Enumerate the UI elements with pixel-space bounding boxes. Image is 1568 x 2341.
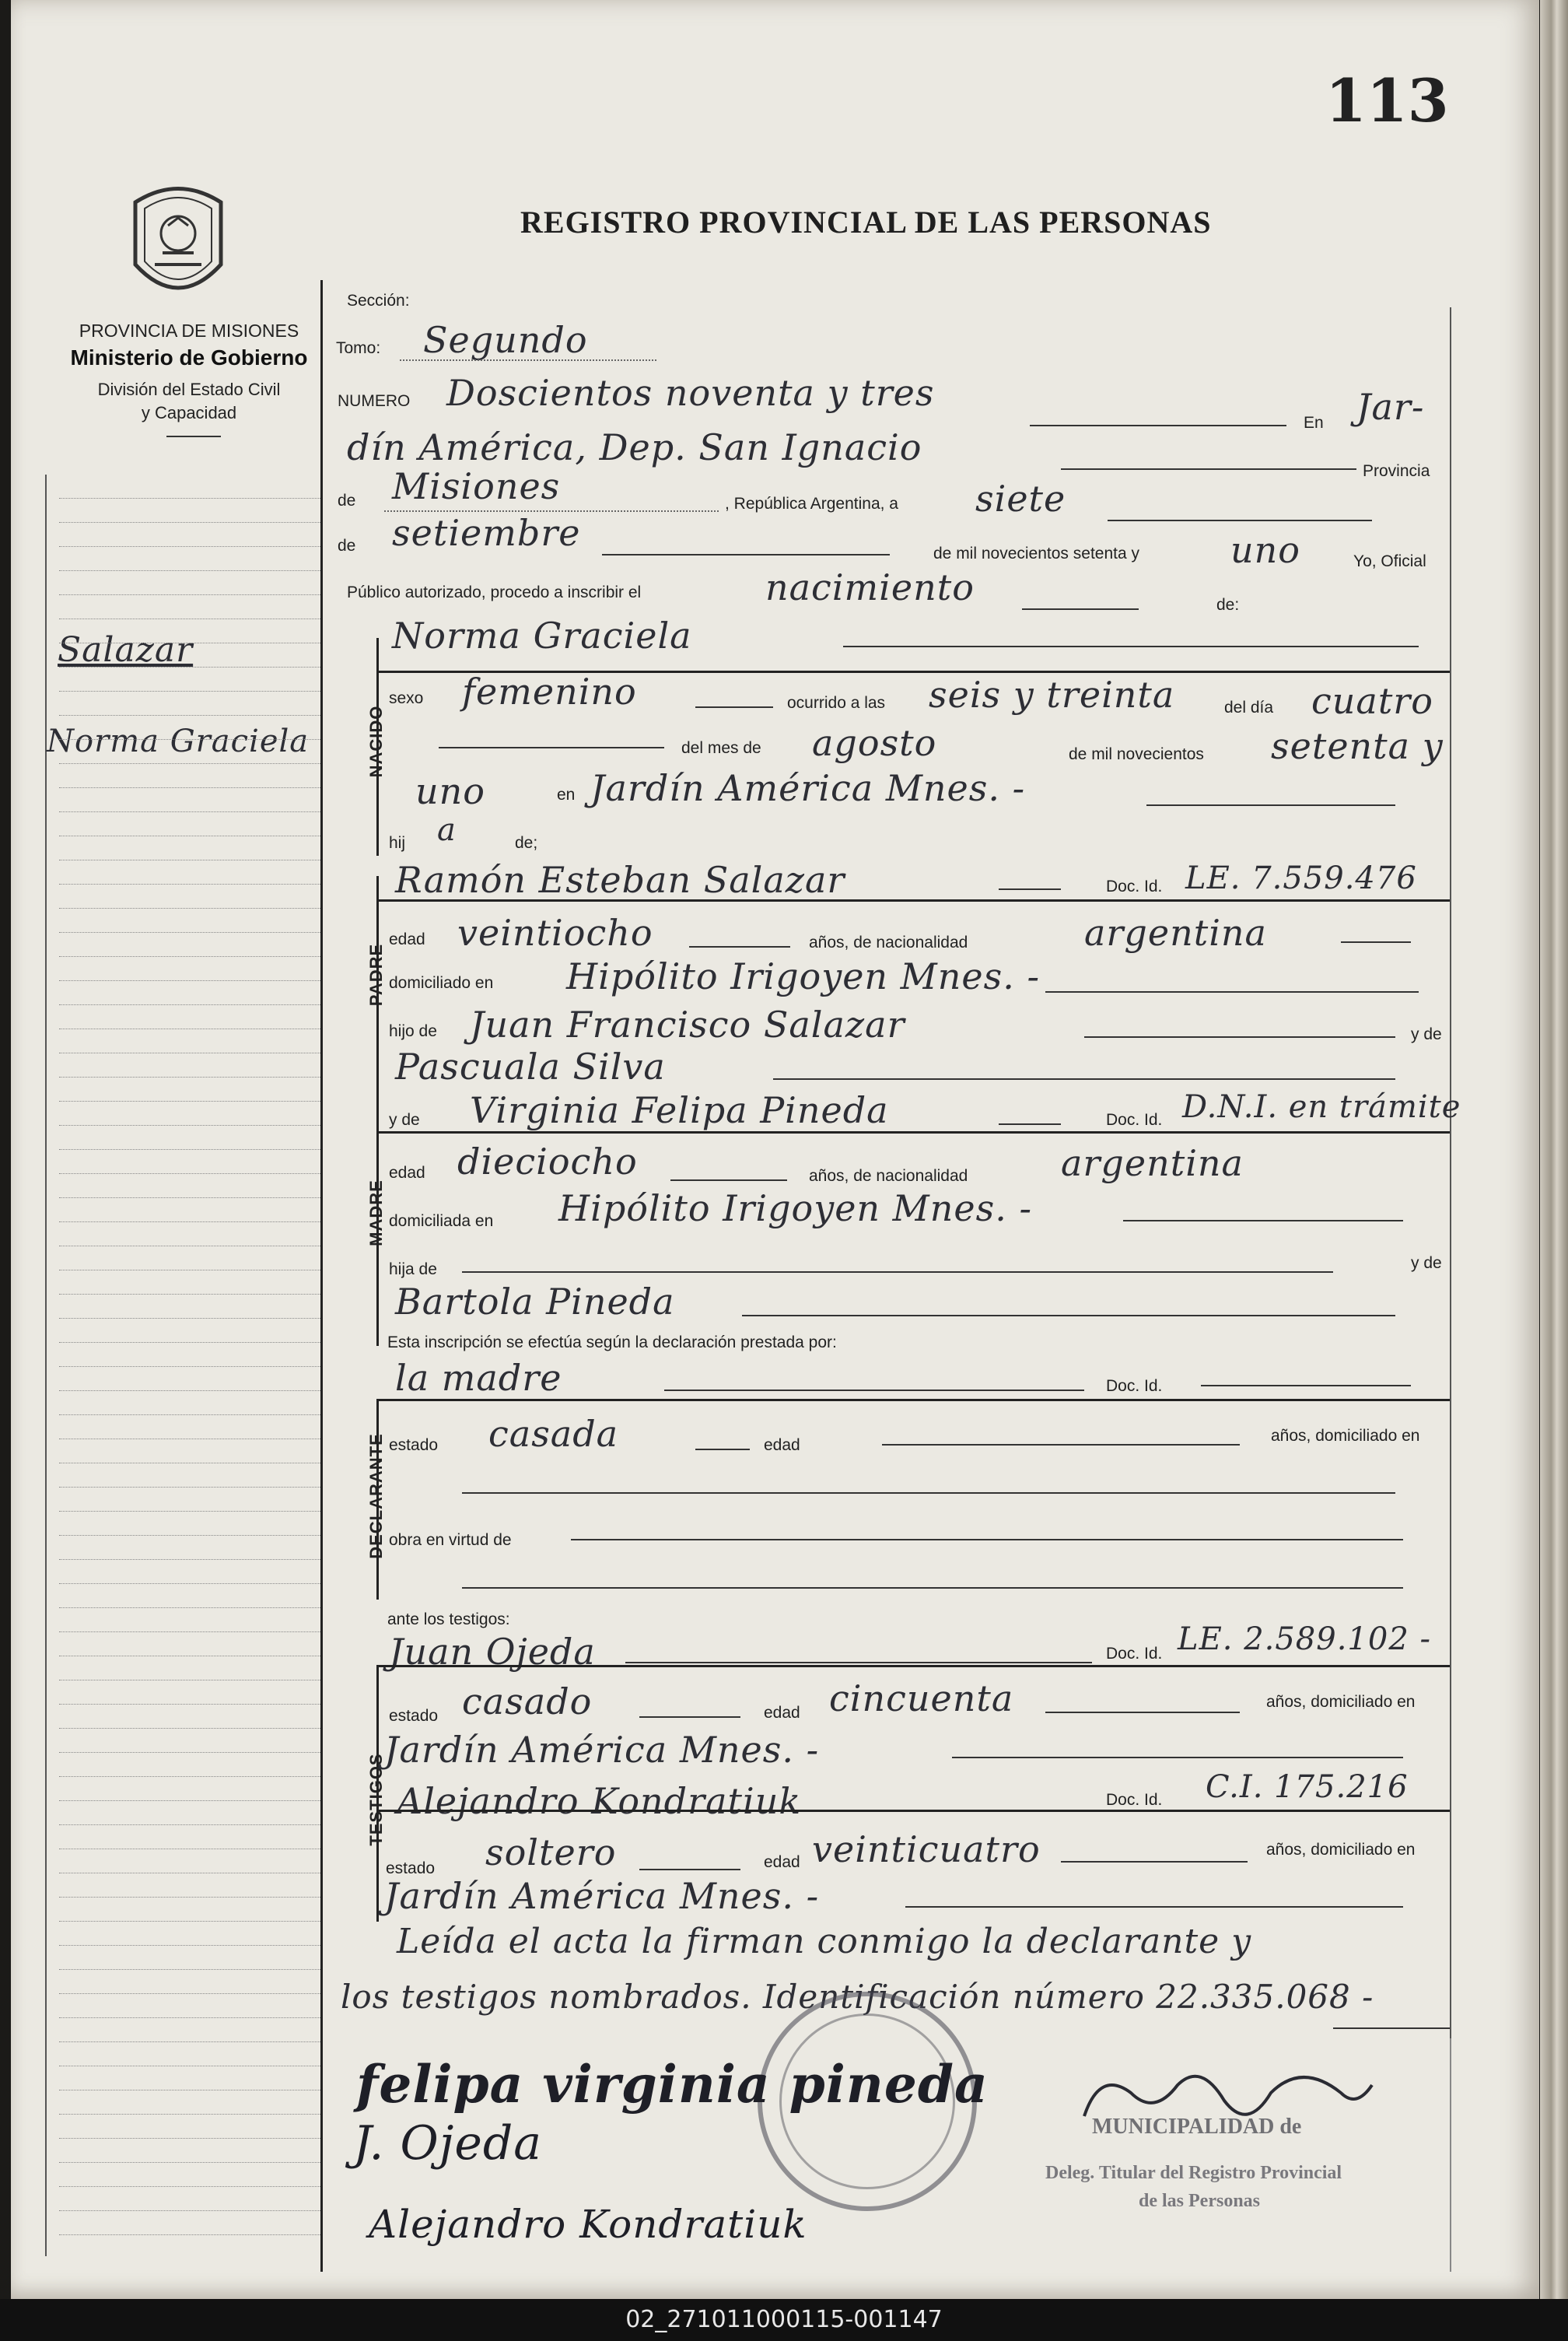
republica-label: , República Argentina, a: [725, 495, 898, 513]
left-ruled-line: [59, 546, 320, 547]
left-ruled-line: [59, 498, 320, 499]
testigos-section-label: TESTIGOS: [366, 1753, 386, 1846]
declarante-obra-dash-2: [462, 1587, 1403, 1589]
declarante-obra-dash: [571, 1539, 1403, 1540]
mes-label: del mes de: [681, 739, 761, 757]
right-border-line: [1450, 307, 1451, 2042]
mes-value: agosto: [812, 722, 937, 764]
lugar-value: Jardín América Mnes. -: [590, 767, 1026, 809]
madre-edad-dash: [670, 1179, 787, 1181]
left-ruled-line: [59, 1607, 320, 1608]
padre-top-rule: [376, 899, 1450, 902]
padre-madre-dash: [773, 1078, 1395, 1080]
padre-name: Ramón Esteban Salazar: [395, 859, 845, 901]
mil-label-nacido: de mil novecientos: [1069, 745, 1204, 763]
tomo-value: Segundo: [423, 319, 588, 361]
testigo2-anos-label: años, domiciliado en: [1266, 1841, 1416, 1859]
left-ruled-line: [59, 1149, 320, 1150]
left-ruled-line: [59, 1004, 320, 1005]
sexo-dash: [695, 706, 773, 708]
madre-nac-label: años, de nacionalidad: [809, 1167, 968, 1185]
padre-edad-label: edad: [389, 930, 425, 948]
left-ruled-line: [59, 811, 320, 812]
padre-dom-value: Hipólito Irigoyen Mnes. -: [566, 955, 1041, 997]
nacido-name-dash: [843, 646, 1419, 647]
provincia-label: Provincia: [1363, 462, 1430, 480]
left-ruled-line: [59, 1704, 320, 1705]
left-ruled-line: [59, 1969, 320, 1970]
left-ruled-line: [59, 1752, 320, 1753]
madre-edad-label: edad: [389, 1164, 425, 1182]
testigo2-rule: [376, 1810, 1450, 1812]
dia-value: cuatro: [1311, 680, 1433, 722]
year2-value: uno: [415, 770, 485, 812]
padre-nac-value: argentina: [1084, 912, 1267, 954]
padre-edad-value: veintiocho: [457, 912, 653, 954]
left-ruled-line: [59, 2210, 320, 2211]
testigo1-anos-label: años, domiciliado en: [1266, 1693, 1416, 1711]
padre-dom-dash: [1045, 991, 1419, 993]
madre-dom-dash: [1123, 1220, 1403, 1221]
testigo1-estado-label: estado: [389, 1707, 439, 1725]
declarante-estado-label: estado: [389, 1436, 439, 1454]
closing-line-1: Leída el acta la firman conmigo la declarante y: [397, 1922, 1252, 1961]
en-value: Jar-: [1356, 386, 1425, 428]
padre-section-label: PADRE: [366, 943, 386, 1007]
testigo2-doc-label: Doc. Id.: [1106, 1791, 1163, 1809]
header-title: REGISTRO PROVINCIAL DE LAS PERSONAS: [520, 205, 1212, 240]
left-ruled-line: [59, 667, 320, 668]
left-ruled-line: [59, 1197, 320, 1198]
left-ruled-line: [59, 980, 320, 981]
testigo1-name: Juan Ojeda: [389, 1631, 596, 1673]
madre-doc-label: Doc. Id.: [1106, 1111, 1163, 1129]
margin-given-names: Norma Graciela: [47, 724, 310, 759]
testigo1-estado-value: casado: [462, 1680, 593, 1722]
left-ruled-line: [59, 2186, 320, 2187]
testigo2-dom-dash: [905, 1906, 1403, 1908]
testigo1-estado-dash: [639, 1716, 740, 1718]
left-ruled-line: [59, 2041, 320, 2042]
signature-1: felipa virginia pineda: [356, 2054, 989, 2115]
testigo1-edad-dash: [1045, 1712, 1240, 1713]
issuer-province: PROVINCIA DE MISIONES: [79, 321, 299, 341]
padre-madre-value: Pascuala Silva: [395, 1046, 666, 1088]
left-ruled-line: [59, 1318, 320, 1319]
declarante-dom-dash: [462, 1492, 1395, 1494]
year1-value: setenta y: [1271, 725, 1444, 767]
day-value: siete: [975, 478, 1066, 520]
madre-madre-dash: [742, 1315, 1395, 1316]
madre-name-dash: [999, 1123, 1061, 1125]
madre-section-label: MADRE: [366, 1179, 386, 1246]
declarante-top-rule: [376, 1399, 1450, 1401]
month-dash: [602, 554, 890, 555]
left-ruled-line: [59, 1487, 320, 1488]
left-ruled-line: [59, 1728, 320, 1729]
padre-hijo-value: Juan Francisco Salazar: [470, 1004, 905, 1046]
nacido-name: Norma Graciela: [392, 615, 692, 657]
de-label-2: de: [338, 537, 356, 555]
main-divider-line: [320, 280, 323, 2272]
left-ruled-line: [59, 1221, 320, 1222]
left-ruled-line: [59, 691, 320, 692]
left-ruled-line: [59, 1631, 320, 1632]
left-ruled-line: [59, 739, 320, 740]
declarante-edad-label: edad: [764, 1436, 800, 1454]
hij-value: a: [437, 812, 457, 848]
declarante-section-label: DECLARANTE: [366, 1433, 386, 1559]
left-ruled-line: [59, 1173, 320, 1174]
left-ruled-line: [59, 1125, 320, 1126]
padre-nac-label: años, de nacionalidad: [809, 934, 968, 951]
numero-label: NUMERO: [338, 392, 411, 410]
left-ruled-line: [59, 2017, 320, 2018]
hij-label: hij: [389, 834, 406, 852]
left-ruled-line: [59, 1993, 320, 1994]
madre-y-de-label: y de: [389, 1111, 420, 1129]
numero-value: Doscientos noventa y tres: [446, 372, 935, 414]
de-label: de: [338, 492, 356, 510]
left-ruled-line: [59, 1824, 320, 1825]
testigo1-edad-label: edad: [764, 1704, 800, 1722]
padre-dom-label: domiciliado en: [389, 974, 494, 992]
bottom-right-divider: [1450, 2038, 1451, 2272]
de-colon-label: de:: [1216, 596, 1240, 614]
declarante-obra-label: obra en virtud de: [389, 1531, 512, 1549]
signature-2: J. Ojeda: [353, 2116, 543, 2171]
page-edge-stack: [1540, 0, 1568, 2299]
registry-stamp-line-1: MUNICIPALIDAD de: [1092, 2115, 1302, 2139]
left-ruled-line: [59, 763, 320, 764]
left-ruled-line: [59, 1101, 320, 1102]
dia-dash: [439, 747, 664, 748]
declarante-intro: Esta inscripción se efectúa según la declaración prestada por:: [387, 1333, 837, 1351]
place-dash: [1061, 468, 1356, 470]
left-ruled-line: [59, 1535, 320, 1536]
madre-hija-dash: [462, 1271, 1333, 1273]
madre-dom-label: domiciliada en: [389, 1212, 494, 1230]
left-ruled-line: [59, 1897, 320, 1898]
madre-name: Virginia Felipa Pineda: [470, 1089, 889, 1131]
madre-edad-value: dieciocho: [457, 1141, 638, 1183]
en-label-nacido: en: [557, 786, 576, 804]
madre-nac-value: argentina: [1061, 1142, 1244, 1184]
left-ruled-line: [59, 1583, 320, 1584]
padre-doc-value: LE. 7.559.476: [1185, 860, 1417, 896]
margin-surname: Salazar: [58, 630, 194, 670]
left-ruled-line: [59, 787, 320, 788]
tomo-label: Tomo:: [336, 339, 381, 357]
left-ruled-line: [59, 2234, 320, 2235]
testigos-intro: ante los testigos:: [387, 1610, 510, 1628]
left-ruled-line: [59, 2162, 320, 2163]
left-ruled-line: [59, 570, 320, 571]
issuer-ministry: Ministerio de Gobierno: [70, 345, 308, 370]
del-dia-label: del día: [1224, 699, 1274, 717]
padre-edad-dash: [689, 946, 790, 948]
testigos-top-rule: [376, 1665, 1450, 1667]
publico-label: Público autorizado, procedo a inscribir el: [347, 583, 642, 601]
madre-top-rule: [376, 1131, 1450, 1134]
hora-value: seis y treinta: [929, 674, 1175, 716]
testigo1-edad-value: cincuenta: [829, 1677, 1014, 1719]
left-ruled-line: [59, 1414, 320, 1415]
numero-dash: [1030, 425, 1286, 426]
document-page: [11, 0, 1539, 2299]
madre-madre-value: Bartola Pineda: [395, 1281, 675, 1323]
issuer-division-2: y Capacidad: [141, 403, 237, 422]
seccion-label: Sección:: [347, 292, 410, 310]
issuer-division-1: División del Estado Civil: [97, 380, 281, 399]
madre-y-de2-label: y de: [1411, 1254, 1442, 1272]
testigo2-dom-value: Jardín América Mnes. -: [384, 1875, 820, 1917]
left-ruled-line: [59, 1559, 320, 1560]
left-ruled-line: [59, 1077, 320, 1078]
closing-line-2: los testigos nombrados. Identificación número 22.335.068 -: [341, 1978, 1374, 2016]
left-ruled-line: [59, 2114, 320, 2115]
signature-3: Alejandro Kondratiuk: [369, 2202, 807, 2247]
registry-stamp-line-2: Deleg. Titular del Registro Provincial: [1045, 2163, 1342, 2183]
act-dash: [1022, 608, 1139, 610]
madre-dom-value: Hipólito Irigoyen Mnes. -: [558, 1187, 1033, 1229]
yo-label: Yo, Oficial: [1353, 552, 1426, 570]
declarante-doc-label: Doc. Id.: [1106, 1377, 1163, 1395]
tomo-line: [400, 359, 656, 361]
left-ruled-line: [59, 1294, 320, 1295]
padre-hijo-label: hijo de: [389, 1022, 437, 1040]
sexo-value: femenino: [462, 671, 637, 713]
left-ruled-line: [59, 1366, 320, 1367]
ocurrido-label: ocurrido a las: [787, 694, 886, 712]
left-ruled-line: [59, 1511, 320, 1512]
declarante-doc-dash: [1201, 1385, 1411, 1386]
left-ruled-line: [59, 1390, 320, 1391]
mil-label: de mil novecientos setenta y: [933, 545, 1139, 562]
sexo-label: sexo: [389, 689, 424, 707]
left-ruled-line: [59, 715, 320, 716]
left-ruled-line: [59, 908, 320, 909]
testigo1-name-dash: [625, 1662, 1092, 1663]
left-ruled-line: [59, 594, 320, 595]
testigo2-doc-value: C.I. 175.216: [1206, 1769, 1409, 1805]
left-ruled-line: [59, 1776, 320, 1777]
declarante-edad-dash: [882, 1444, 1240, 1446]
nacido-section-label: NACIDO: [366, 705, 386, 778]
testigo2-edad-value: veinticuatro: [812, 1828, 1041, 1870]
left-ruled-line: [59, 932, 320, 933]
padre-hijo-dash: [1084, 1036, 1395, 1038]
lugar-dash: [1146, 804, 1395, 806]
testigo2-estado-label: estado: [386, 1859, 436, 1877]
declarante-name-dash: [664, 1390, 1084, 1391]
left-ruled-line: [59, 956, 320, 957]
page-number: 113: [1325, 66, 1449, 135]
closing-dash: [1333, 2027, 1450, 2029]
act-value: nacimiento: [765, 566, 975, 608]
left-ruled-line: [59, 1800, 320, 1801]
left-ruled-line: [59, 1342, 320, 1343]
madre-hija-label: hija de: [389, 1260, 437, 1278]
left-ruled-line: [59, 1945, 320, 1946]
left-ruled-line: [59, 884, 320, 885]
testigo1-doc-label: Doc. Id.: [1106, 1645, 1163, 1663]
registry-stamp-line-3: de las Personas: [1139, 2191, 1260, 2211]
de-label-nacido: de;: [515, 834, 538, 852]
declarante-anos-label: años, domiciliado en: [1271, 1427, 1420, 1445]
testigo2-edad-label: edad: [764, 1853, 800, 1871]
declarante-estado-dash: [695, 1449, 750, 1450]
padre-name-dash: [999, 888, 1061, 890]
province-seal: [120, 179, 236, 311]
testigo1-doc-value: LE. 2.589.102 -: [1178, 1621, 1431, 1657]
padre-y-de-label: y de: [1411, 1025, 1442, 1043]
left-ruled-line: [59, 522, 320, 523]
month-value: setiembre: [392, 512, 581, 554]
left-ruled-line: [59, 2138, 320, 2139]
testigo1-dom-value: Jardín América Mnes. -: [384, 1729, 820, 1771]
padre-doc-label: Doc. Id.: [1106, 878, 1163, 895]
left-ruled-line: [59, 1921, 320, 1922]
day-dash: [1108, 520, 1372, 521]
padre-nac-dash: [1341, 941, 1411, 943]
year-value: uno: [1230, 529, 1300, 571]
provincia-value: Misiones: [392, 465, 561, 507]
testigo2-estado-value: soltero: [485, 1831, 617, 1873]
place-value: dín América, Dep. San Ignacio: [347, 426, 922, 468]
declarante-estado-value: casada: [488, 1413, 619, 1455]
issuer-rule: [166, 436, 221, 437]
testigo2-edad-dash: [1061, 1861, 1248, 1863]
madre-doc-value: D.N.I. en trámite: [1182, 1089, 1461, 1125]
testigo2-estado-dash: [639, 1869, 740, 1870]
declarante-name: la madre: [395, 1357, 562, 1399]
image-caption: 02_271011000115-001147: [0, 2299, 1568, 2341]
en-label: En: [1304, 414, 1324, 432]
testigo2-name: Alejandro Kondratiuk: [397, 1780, 802, 1822]
testigo1-dom-dash: [952, 1757, 1403, 1758]
